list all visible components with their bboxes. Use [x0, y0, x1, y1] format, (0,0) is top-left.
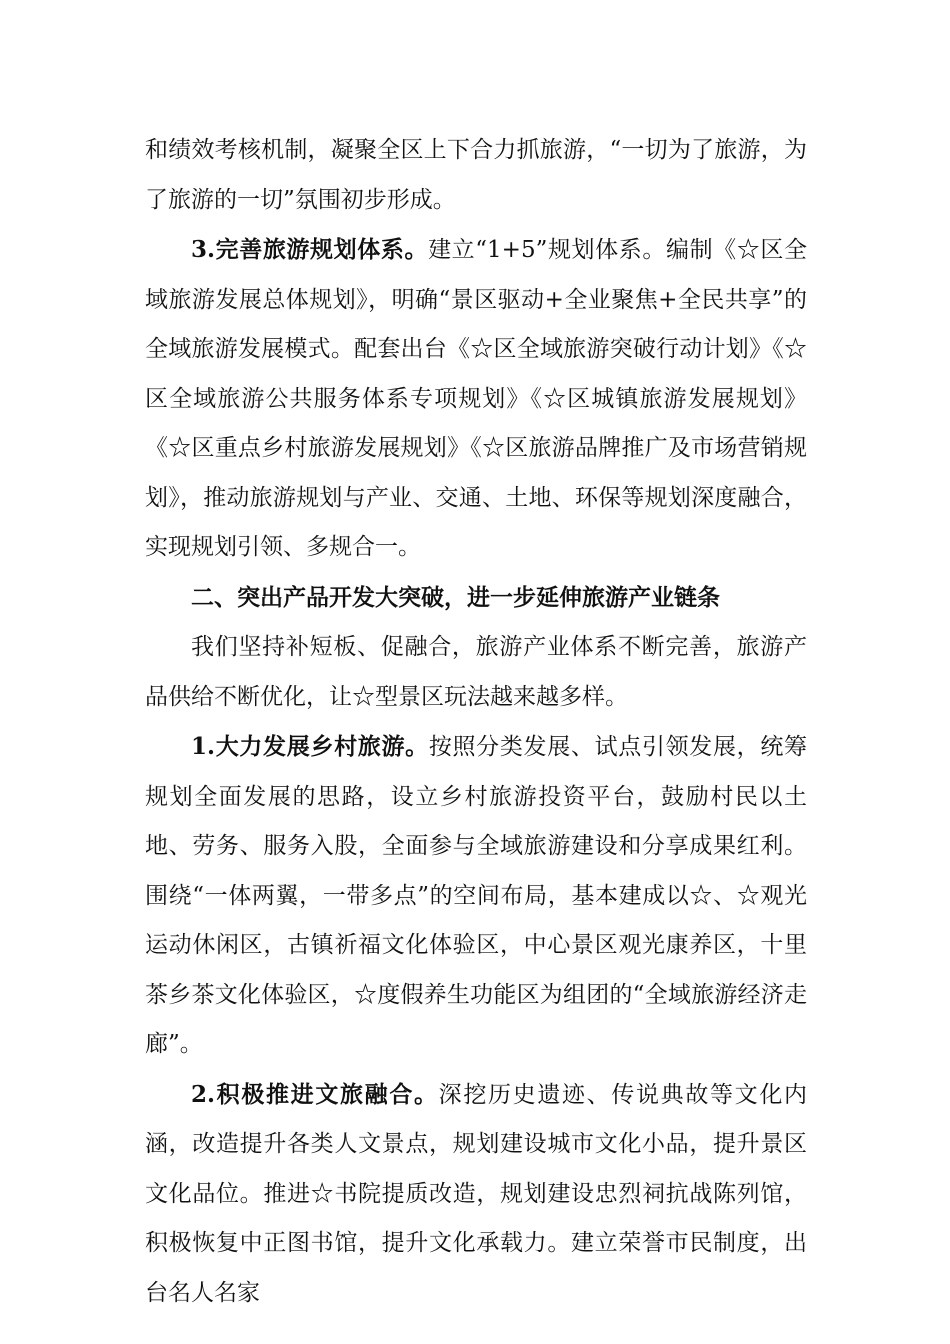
paragraph-1	[145, 126, 807, 225]
paragraph-5-body: 按照分类发展、试点引领发展，统筹规划全面发展的思路，设立乡村旅游投资平台，鼓励村民以土地、劳务、服务入股，全面参与全域旅游建设和分享成果红利。围绕“一体两翼，一带多点”的空间布局，基本建成以☆、☆观光运动休闲区，古镇祈福文化体验区，中心景区观光康养区，十里茶乡茶文化体验区，☆度假养生功能区为组团的“全域旅游经济走廊”。	[145, 734, 808, 1057]
paragraph-4	[145, 623, 807, 722]
section-heading-text: 二、突出产品开发大突破，进一步延伸旅游产业链条	[191, 583, 720, 611]
paragraph-6-heading: 2.积极推进文旅融合。	[191, 1080, 439, 1108]
paragraph-6-body: 深挖历史遗迹、传说典故等文化内涵，改造提升各类人文景点，规划建设城市文化小品，提升景区文化品位。推进☆书院提质改造，规划建设忠烈祠抗战陈列馆，积极恢复中正图书馆，提升文化承载力。建立荣誉市民制度，出台名人名家	[145, 1081, 807, 1306]
paragraph-6	[145, 1070, 807, 1319]
document-page	[145, 126, 807, 1318]
paragraph-2-heading: 3.完善旅游规划体系。	[191, 236, 429, 263]
paragraph-5-heading: 1.大力发展乡村旅游。	[191, 733, 429, 760]
paragraph-2	[145, 225, 807, 573]
paragraph-1-body: 和绩效考核机制，凝聚全区上下合力抓旅游，“一切为了旅游，为了旅游的一切”氛围初步形成。	[145, 137, 807, 213]
paragraph-2-body: 建立“1+5”规划体系。编制《☆区全域旅游发展总体规划》，明确“景区驱动+全业聚焦+全民共享”的全域旅游发展模式。配套出台《☆区全域旅游突破行动计划》《☆区全域旅游公共服务体系专项规划》《☆区城镇旅游发展规划》《☆区重点乡村旅游发展规划》《☆区旅游品牌推广及市场营销规划》，推动旅游规划与产业、交通、土地、环保等规划深度融合，实现规划引领、多规合一。	[145, 237, 808, 560]
paragraph-5	[145, 722, 807, 1070]
section-heading	[145, 573, 807, 624]
paragraph-4-body: 我们坚持补短板、促融合，旅游产业体系不断完善，旅游产品供给不断优化，让☆型景区玩法越来越多样。	[145, 634, 807, 710]
